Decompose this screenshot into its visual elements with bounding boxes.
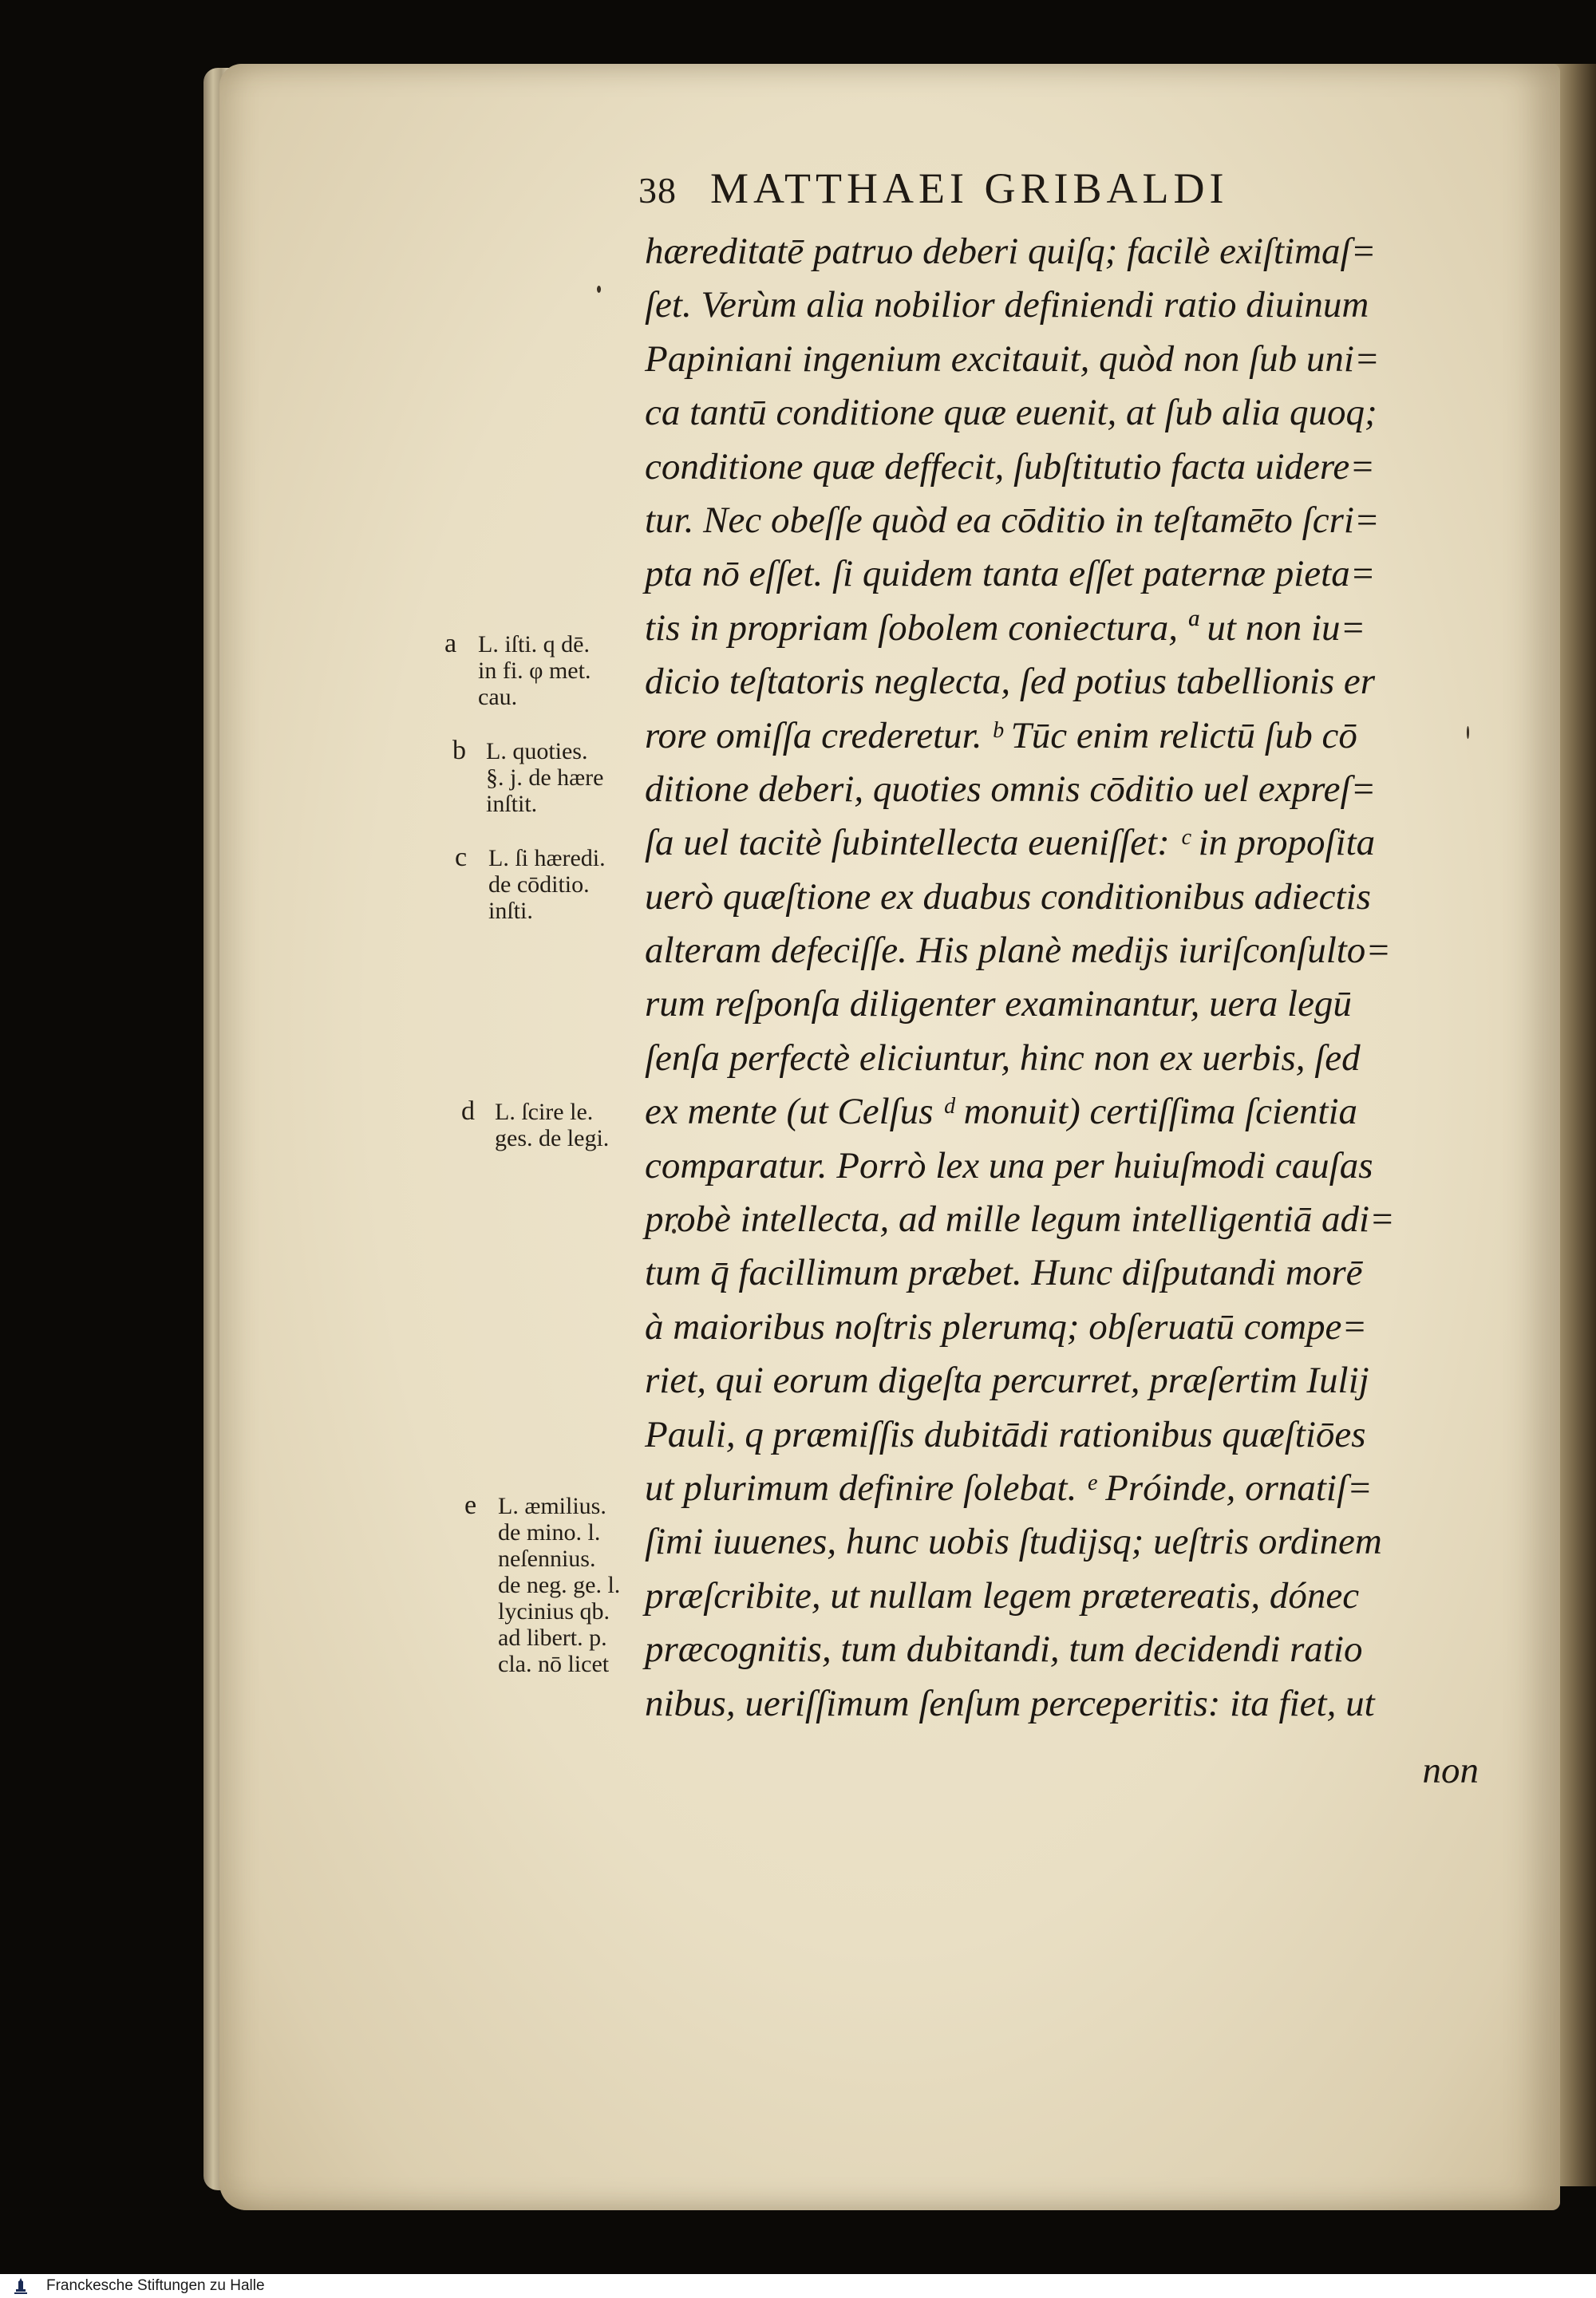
text-line: probè intellecta, ad mille legum intelligentiā adi=	[645, 1198, 1395, 1241]
note-line: in fi. φ met.	[478, 657, 591, 684]
ink-speck	[597, 286, 601, 293]
text-line: alteram defeciſſe. His planè medijs iuriſconſulto=	[645, 930, 1392, 972]
text-line: ſet. Verùm alia nobilior definiendi ratio diuinum	[645, 284, 1369, 326]
note-marker: d	[461, 1096, 475, 1126]
text-line: ditione deberi, quoties omnis cōditio uel expreſ=	[645, 768, 1377, 810]
note-line: L. ſcire le.	[495, 1099, 594, 1125]
note-line: cau.	[478, 684, 518, 710]
running-head	[638, 164, 1452, 213]
note-marker: e	[464, 1491, 477, 1520]
text-line: à maioribus noſtris plerumq; obſeruatū compe=	[645, 1305, 1368, 1348]
text-line: præcognitis, tum dubitandi, tum decidendi ratio	[645, 1629, 1363, 1671]
note-line: inſtit.	[486, 791, 538, 817]
note-line: ad libert. p.	[498, 1625, 607, 1651]
note-line: L. ſi hæredi.	[488, 845, 606, 871]
text-line: ſa uel tacitè ſubintellecta eueniſſet: ᶜ in propoſita	[645, 822, 1376, 864]
note-line: L. æmilius.	[498, 1493, 606, 1519]
text-line: tum q̄ facillimum præbet. Hunc diſputandi morē	[645, 1252, 1363, 1294]
text-line: dicio teſtatoris neglecta, ſed potius tabellionis er	[645, 661, 1376, 703]
note-marker: c	[455, 843, 468, 872]
text-line: ex mente (ut Celſus ᵈ monuit) certiſſima ſcientia	[645, 1091, 1357, 1133]
page-number: 38	[638, 170, 677, 211]
note-line: de cōditio.	[488, 871, 590, 898]
margin-note-d	[461, 1098, 669, 1151]
note-line: L. iſti. q dē.	[478, 631, 590, 657]
text-line: uerò quæſtione ex duabus conditionibus adiectis	[645, 875, 1371, 918]
text-line: Papiniani ingenium excitauit, quòd non ſub uni=	[645, 338, 1380, 380]
note-line: lycinius qb.	[498, 1598, 610, 1625]
text-line: rum reſponſa diligenter examinantur, uera legū	[645, 983, 1352, 1025]
text-line: riet, qui eorum digeſta percurret, præſertim Iulij	[645, 1360, 1369, 1402]
text-line: ſenſa perfectè eliciuntur, hinc non ex uerbis, ſed	[645, 1036, 1361, 1079]
margin-note-b	[452, 737, 660, 817]
text-line: tis in propriam ſobolem coniectura, ª ut non iu=	[645, 606, 1366, 649]
margin-note-c	[455, 844, 662, 924]
running-head-title: MATTHAEI GRIBALDI	[710, 164, 1229, 212]
text-line: præſcribite, ut nullam legem prætereatis, dónec	[645, 1574, 1360, 1617]
text-line: nibus, ueriſſimum ſenſum perceperitis: ita fiet, ut	[645, 1682, 1375, 1724]
main-text-block	[645, 225, 1479, 1731]
footer-credit: Franckesche Stiftungen zu Halle	[46, 2277, 265, 2294]
text-line: Pauli, q præmiſſis dubitādi rationibus quæſtiōes	[645, 1413, 1366, 1455]
text-line: ca tantū conditione quæ euenit, at ſub alia quoq;	[645, 392, 1377, 434]
note-marker: a	[444, 629, 457, 658]
note-line: §. j. de hære	[486, 764, 604, 791]
text-line: conditione quæ deffecit, ſubſtitutio facta uidere=	[645, 445, 1375, 488]
text-line: pta nō eſſet. ſi quidem tanta eſſet paternæ pieta=	[645, 553, 1376, 595]
text-line: tur. Nec obeſſe quòd ea cōditio in teſtamēto ſcri=	[645, 499, 1380, 541]
note-line: L. quoties.	[486, 738, 588, 764]
text-line: comparatur. Porrò lex una per huiuſmodi cauſas	[645, 1144, 1373, 1187]
text-line: rore omiſſa crederetur. ᵇ Tūc enim relictū ſub cō	[645, 714, 1357, 756]
note-line: ges. de legi.	[495, 1125, 610, 1151]
margin-note-e	[464, 1492, 672, 1677]
note-line: cla. nō licet	[498, 1651, 610, 1677]
catchword: non	[1422, 1750, 1479, 1791]
note-line: neſennius.	[498, 1546, 596, 1572]
note-line: de neg. ge. l.	[498, 1572, 621, 1598]
margin-note-a	[444, 630, 652, 710]
text-line: ſimi iuuenes, hunc uobis ſtudijsq; ueſtris ordinem	[645, 1521, 1382, 1563]
text-line: ut plurimum definire ſolebat. ᵉ Próinde, ornatiſ=	[645, 1467, 1373, 1509]
note-line: de mino. l.	[498, 1519, 601, 1546]
franckesche-stiftungen-logo-icon	[11, 2276, 30, 2296]
note-marker: b	[452, 736, 466, 765]
text-line: hæreditatē patruo deberi quiſq; facilè exiſtimaſ=	[645, 231, 1377, 272]
note-line: inſti.	[488, 898, 533, 924]
